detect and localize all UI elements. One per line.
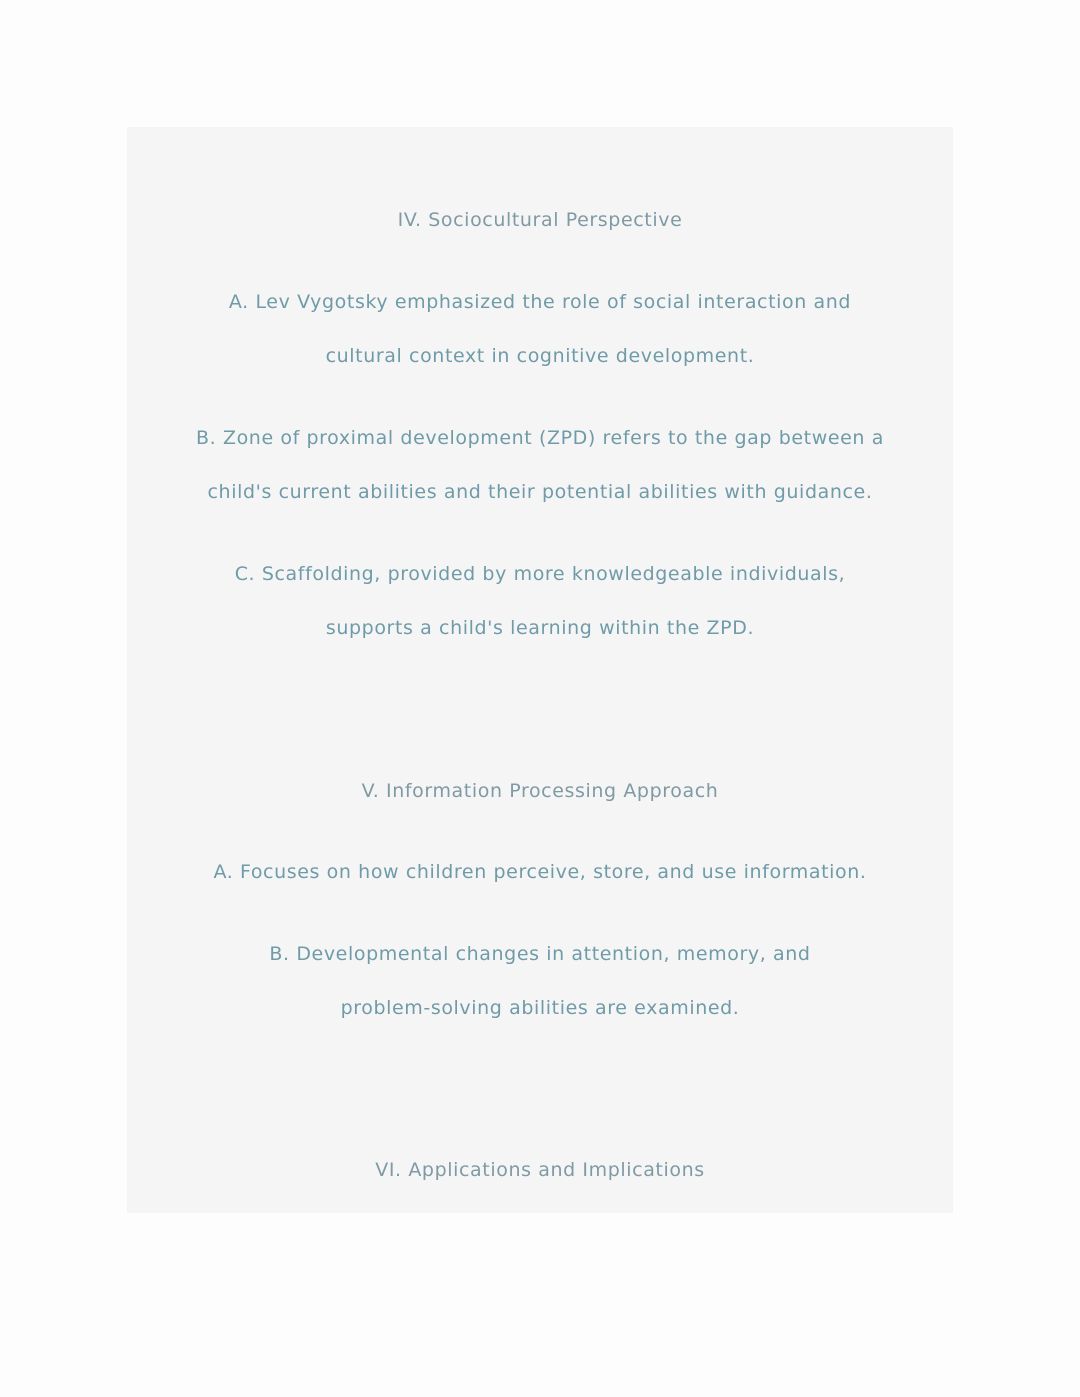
section-heading-vi: VI. Applications and Implications <box>375 1159 705 1181</box>
paragraph-iv-c-line-2: supports a child's learning within the ZPD. <box>325 617 755 639</box>
paragraph-v-b-line-2: problem-solving abilities are examined. <box>340 997 740 1019</box>
section-heading-v: V. Information Processing Approach <box>361 780 719 802</box>
paragraph-iv-a-line-2: cultural context in cognitive development. <box>325 345 755 367</box>
paragraph-iv-b-line-2: child's current abilities and their potential abilities with guidance. <box>207 481 873 503</box>
paragraph-v-a-line-1: A. Focuses on how children perceive, store, and use information. <box>213 861 867 883</box>
section-heading-iv: IV. Sociocultural Perspective <box>397 209 683 231</box>
paragraph-iv-b-line-1: B. Zone of proximal development (ZPD) refers to the gap between a <box>196 427 884 449</box>
paragraph-iv-c-line-1: C. Scaffolding, provided by more knowledgeable individuals, <box>234 563 846 585</box>
paragraph-v-b-line-1: B. Developmental changes in attention, memory, and <box>269 943 811 965</box>
paragraph-iv-a-line-1: A. Lev Vygotsky emphasized the role of social interaction and <box>228 291 852 313</box>
document-page <box>127 127 953 1213</box>
